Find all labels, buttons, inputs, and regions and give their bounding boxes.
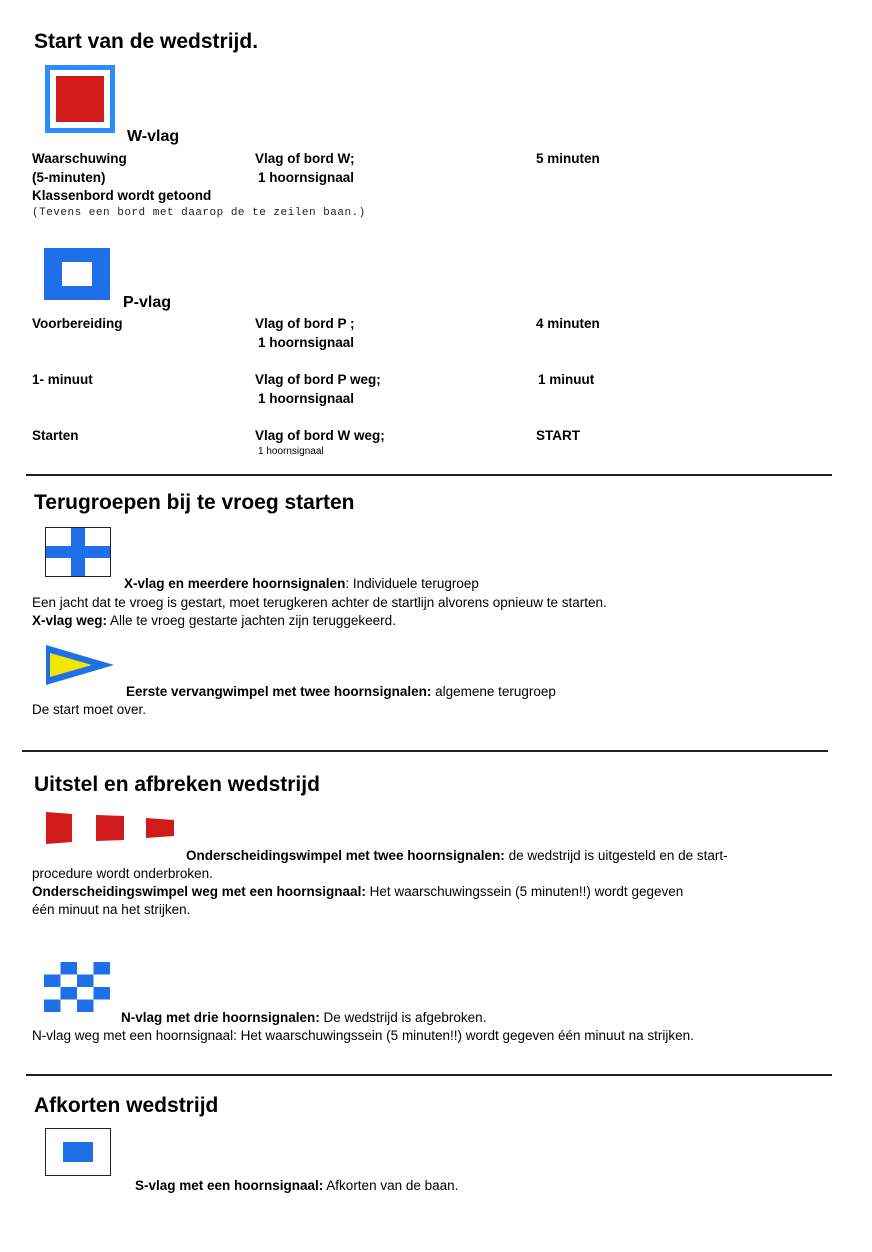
divider: [26, 1074, 832, 1076]
answering-pennant-rest: de wedstrijd is uitgesteld en de start-: [504, 848, 728, 863]
answering-pennant-bold: Onderscheidingswimpel met twee hoornsignalen:: [186, 848, 505, 863]
x-flag-text: [124, 576, 479, 591]
row2-signal: Vlag of bord P ;: [255, 316, 355, 331]
x-flag-line2: Een jacht dat te vroeg is gestart, moet terugkeren achter de startlijn alvorens opnieuw te starten.: [32, 595, 607, 610]
s-flag-rest: Afkorten van de baan.: [323, 1178, 459, 1193]
row1-signal: Vlag of bord W;: [255, 151, 355, 166]
answering-pennant-line2: procedure wordt onderbroken.: [32, 866, 213, 881]
row2-label: Voorbereiding: [32, 316, 123, 331]
n-flag-line2: N-vlag weg met een hoornsignaal: Het waarschuwingssein (5 minuten!!) wordt gegeven één minuut na strijken.: [32, 1028, 694, 1043]
substitute-bold: Eerste vervangwimpel met twee hoornsignalen:: [126, 684, 432, 699]
w-flag-label: W-vlag: [127, 128, 180, 145]
answering-pennant-off-rest: Het waarschuwingssein (5 minuten!!) wordt gegeven: [365, 884, 684, 899]
row3-signal-2: 1 hoornsignaal: [258, 391, 355, 406]
section-title-recall: Terugroepen bij te vroeg starten: [34, 491, 355, 514]
s-flag-text: [135, 1178, 458, 1193]
section-title-postpone: Uitstel en afbreken wedstrijd: [34, 773, 320, 796]
row1-time: 5 minuten: [536, 151, 600, 166]
first-substitute-pennant-icon: [44, 643, 116, 687]
row1-label-2: (5-minuten): [32, 170, 106, 185]
row3-label: 1- minuut: [32, 372, 93, 387]
row1-note: (Tevens een bord met daarop de te zeilen baan.): [32, 207, 366, 219]
row2-time: 4 minuten: [536, 316, 600, 331]
x-flag-rest: : Individuele terugroep: [345, 576, 479, 591]
row4-time: START: [536, 428, 580, 443]
substitute-text: [126, 684, 556, 699]
row4-signal-2: 1 hoornsignaal: [258, 446, 324, 457]
answering-pennant-off-line2: één minuut na het strijken.: [32, 902, 191, 917]
row4-signal: Vlag of bord W weg;: [255, 428, 385, 443]
substitute-rest: algemene terugroep: [431, 684, 556, 699]
row3-signal: Vlag of bord P weg;: [255, 372, 381, 387]
row4-label: Starten: [32, 428, 79, 443]
divider: [22, 750, 828, 752]
answering-pennant-off-text: [32, 884, 683, 899]
x-flag-bold: X-vlag en meerdere hoornsignalen: [124, 576, 346, 591]
x-flag-off-bold: X-vlag weg:: [32, 613, 108, 628]
s-flag-bold: S-vlag met een hoornsignaal:: [135, 1178, 324, 1193]
p-flag-icon: [44, 248, 110, 300]
n-flag-bold: N-vlag met drie hoornsignalen:: [121, 1010, 320, 1025]
substitute-line2: De start moet over.: [32, 702, 147, 717]
answering-pennant-icon: [44, 808, 176, 848]
section-title-start: Start van de wedstrijd.: [34, 30, 259, 53]
n-flag-icon: [44, 962, 110, 1012]
divider: [26, 474, 832, 476]
n-flag-rest: De wedstrijd is afgebroken.: [319, 1010, 487, 1025]
row1-label: Waarschuwing: [32, 151, 127, 166]
row3-time: 1 minuut: [538, 372, 595, 387]
row2-signal-2: 1 hoornsignaal: [258, 335, 355, 350]
p-flag-label: P-vlag: [123, 294, 172, 311]
row1-signal-2: 1 hoornsignaal: [258, 170, 355, 185]
x-flag-off-rest: Alle te vroeg gestarte jachten zijn teruggekeerd.: [107, 613, 396, 628]
x-flag-off-text: [32, 613, 396, 628]
row1-label-3: Klassenbord wordt getoond: [32, 188, 212, 203]
n-flag-text: [121, 1010, 486, 1025]
w-flag-icon: [44, 64, 116, 134]
answering-pennant-off-bold: Onderscheidingswimpel weg met een hoornsignaal:: [32, 884, 366, 899]
x-flag-icon: [45, 527, 111, 577]
section-title-shorten: Afkorten wedstrijd: [34, 1094, 219, 1117]
answering-pennant-text: [186, 848, 728, 863]
s-flag-icon: [45, 1128, 111, 1176]
